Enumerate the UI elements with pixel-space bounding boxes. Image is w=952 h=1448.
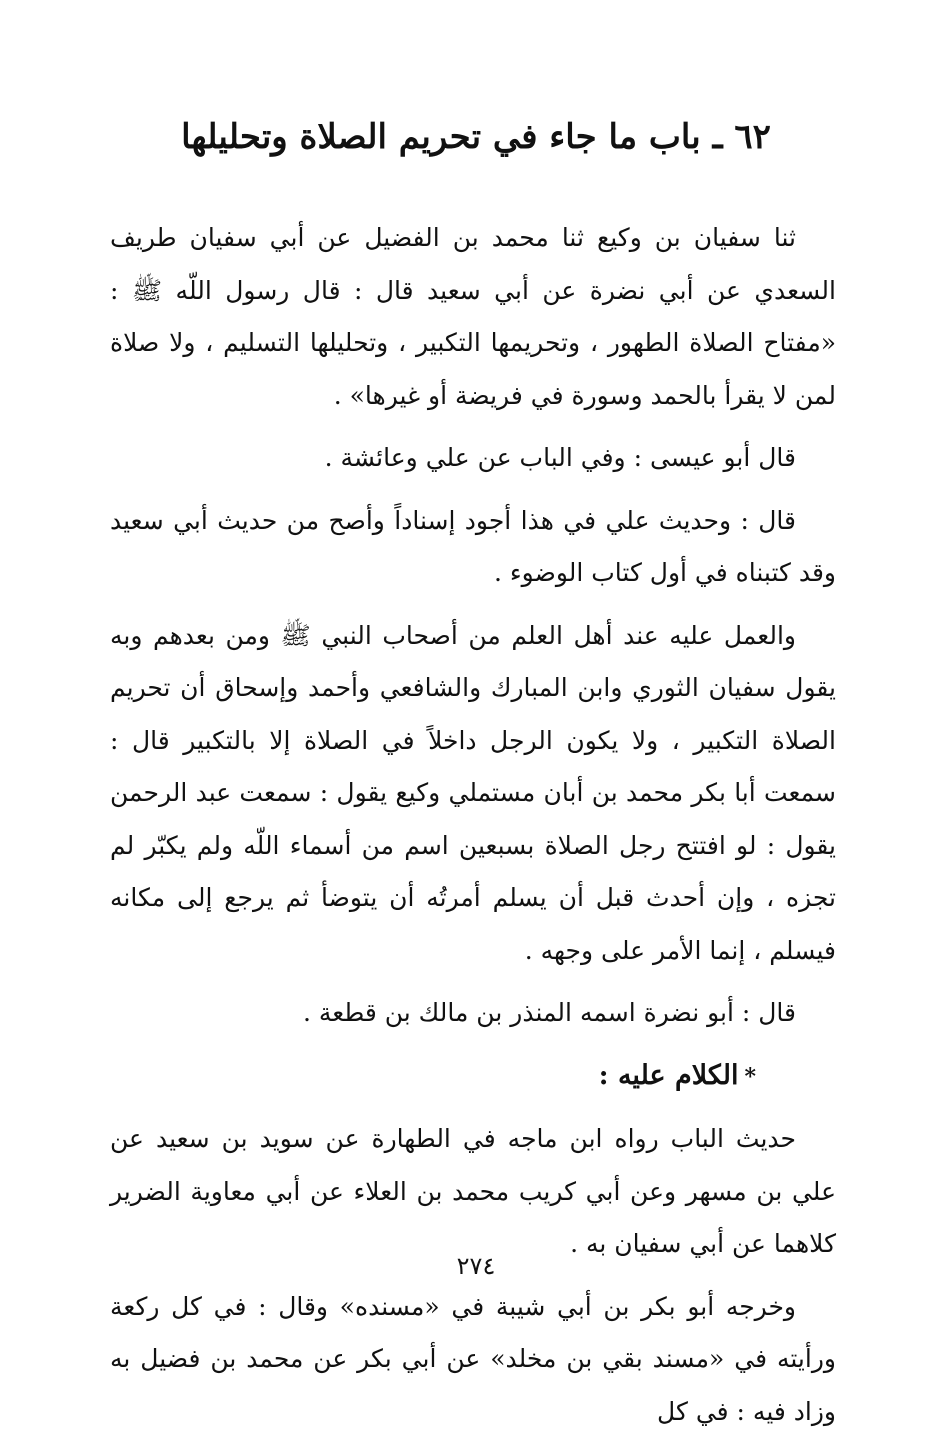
paragraph-abu-nadra: قال : أبو نضرة اسمه المنذر بن مالك بن قطعة . xyxy=(302,998,796,1027)
chapter-title: ٦٢ ـ باب ما جاء في تحريم الصلاة وتحليلها xyxy=(181,117,771,157)
paragraph-hadith: ثنا سفيان بن وكيع ثنا محمد بن الفضيل عن أبي سفيان طريف السعدي عن أبي نضرة عن أبي سعيد قال : قال رسول اللّه ﷺ : «مفتاح الصلاة الطهور ، وتحريمها التكبير ، وتحليلها التسليم ، ولا صلاة لمن لا يقرأ بالحمد وسورة في فريضة أو غيرها» . xyxy=(110,223,836,410)
paragraph-ibn-abi-shayba: وخرجه أبو بكر بن أبي شيبة في «مسنده» وقال : في كل ركعة ورأيته في «مسند بقي بن مخلد» عن أبي بكر عن محمد بن فضيل به وزاد فيه : في كل xyxy=(110,1291,836,1426)
section-heading-text: الكلام عليه : xyxy=(598,1059,739,1091)
paragraph-ibn-majah: حديث الباب رواه ابن ماجه في الطهارة عن سويد بن سعيد عن علي بن مسهر وعن أبي كريب محمد بن العلاء عن أبي معاوية الضرير كلاهما عن أبي سفيان به . xyxy=(110,1124,836,1258)
paragraph-scholars: والعمل عليه عند أهل العلم من أصحاب النبي ﷺ ومن بعدهم وبه يقول سفيان الثوري وابن المبارك والشافعي وأحمد وإسحاق أن تحريم الصلاة التكبير ، ولا يكون الرجل داخلاً في الصلاة إلا بالتكبير قال : سمعت أبا بكر محمد بن أبان مستملي وكيع يقول : سمعت عبد الرحمن يقول : لو افتتح رجل الصلاة بسبعين اسم من أسماء اللّه ولم يكبّر لم تجزه ، وإن أحدث قبل أن يسلم أمرتُه أن يتوضأ ثم يرجع إلى مكانه فيسلم ، إنما الأمر على وجهه . xyxy=(110,620,836,965)
paragraph-abu-isa: قال أبو عيسى : وفي الباب عن علي وعائشة . xyxy=(324,443,796,472)
asterisk-icon: * xyxy=(744,1063,756,1090)
section-heading xyxy=(110,1050,836,1104)
paragraph-hadith-ali: قال : وحديث علي في هذا أجود إسناداً وأصح من حديث أبي سعيد وقد كتبناه في أول كتاب الوضوء . xyxy=(110,505,836,587)
page-number: ٢٧٤ xyxy=(456,1252,496,1280)
